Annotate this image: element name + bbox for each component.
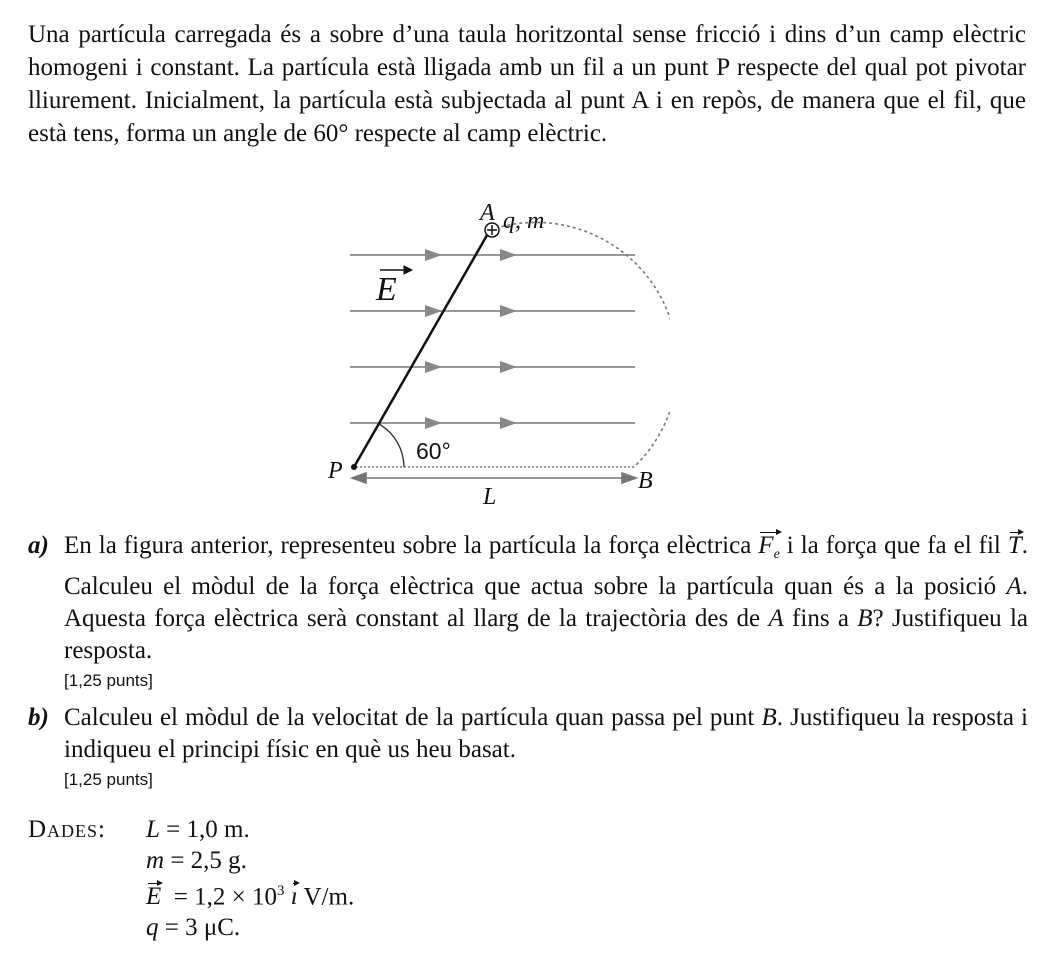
question-b [28,702,1028,790]
question-b-letter: b) [28,704,49,731]
label-e: E [376,271,397,308]
angle-arc [379,424,404,467]
label-l: L [483,484,497,510]
data-charge: q = 3 μC. [146,914,241,942]
data-label: Dades: [28,816,107,843]
question-a-text: En la figura anterior, representeu sobre la partícula la força elèctrica $F_e$ i la força que fa el fil T. Calculeu el mòdul de la força elèctrica que actua sobre la partícula quan és a la posició A. Aquesta força elèctrica serà constant al llarg de la trajectòria des de A fins a B? Justifiqueu la resposta. [64,532,1029,664]
label-b: B [638,468,653,494]
point-p-dot [351,464,357,470]
figure-diagram [320,192,670,510]
field-arrows [425,249,517,429]
data-length: L = 1,0 m. [146,816,250,843]
data-field: $E = 1,2 \times 10^3$ ı V/m. [146,883,355,911]
label-angle: 60° [416,438,451,464]
label-qm: q, m [503,208,545,234]
vector-fe: $F_e$ [758,530,780,571]
question-b-text: Calculeu el mòdul de la velocitat de la partícula quan passa pel punt B. Justifiqueu la resposta i indiqueu el principi físic en què us heu basat. [64,704,1028,763]
length-arrow [352,473,636,483]
question-a-letter: a) [28,532,49,559]
intro-paragraph: Una partícula carregada és a sobre d’una taula horitzontal sense fricció i dins d’un camp elèctric homogeni i constant. La partícula està lligada amb un fil a un punt P respecte del qual pot pivotar lliurement. Inicialment, la partícula està subjectada al punt A i en repòs, de manera que el fil, que està tens, forma un angle de 60° respecte al camp elèctric. [28,21,1026,147]
label-a: A [480,200,495,226]
data-mass: m = 2,5 g. [146,847,247,874]
question-a-points: [1,25 punts] [64,671,153,690]
vector-t: T [1008,530,1022,562]
data-block [28,814,628,943]
string-line [354,230,490,467]
label-p: P [328,458,343,484]
question-b-points: [1,25 punts] [64,770,153,789]
trajectory-arc [490,222,670,467]
question-a [28,530,1028,691]
